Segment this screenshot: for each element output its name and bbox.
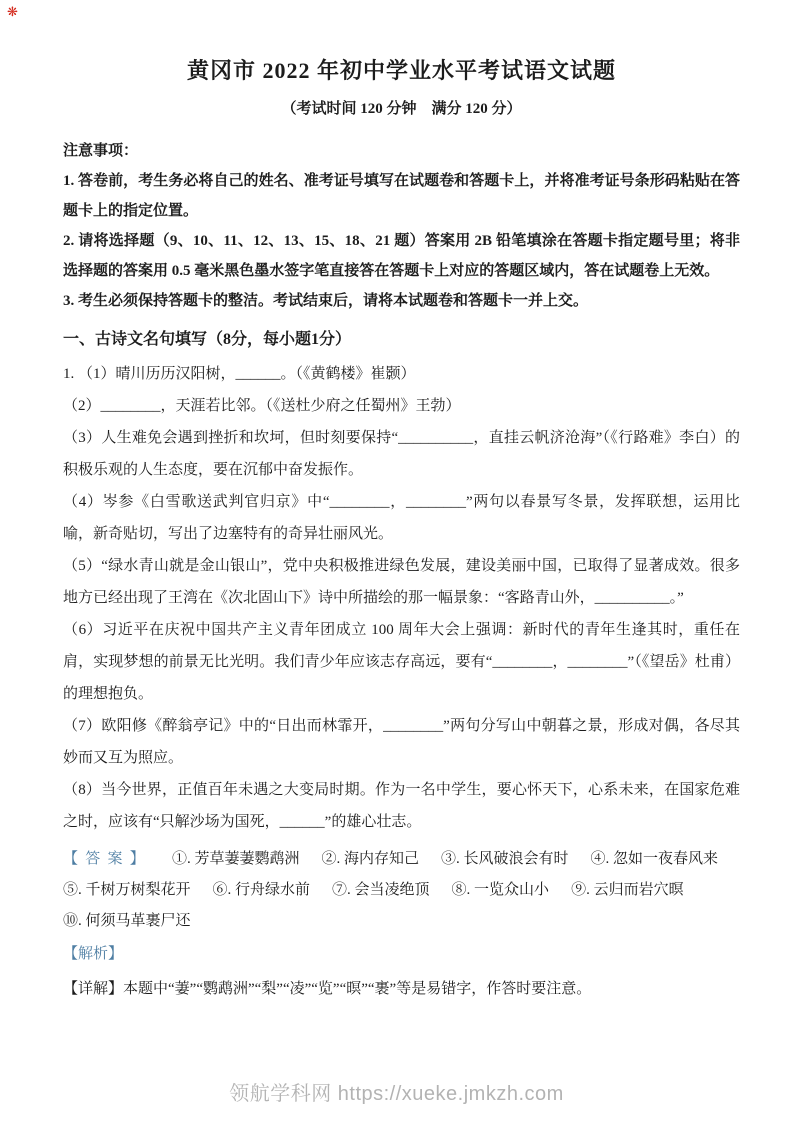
answer-item: ⑦. 会当凌绝顶 xyxy=(332,882,430,898)
question-item: （2）________，天涯若比邻。（《送杜少府之任蜀州》王勃） xyxy=(63,398,461,414)
answer-item: ①. 芳草萋萋鹦鹉洲 xyxy=(171,851,300,867)
question-item: （6）习近平在庆祝中国共产主义青年团成立 100 周年大会上强调：新时代的青年生逢其时，重任在肩，实现梦想的前景无比光明。我们青少年应该志存高远，要有“________，________”（《望岳》杜甫）的理想抱负。 xyxy=(63,622,740,702)
answer-item: ⑨. 云归而岩穴暝 xyxy=(571,882,684,898)
site-watermark: 领航学科网 https://xueke.jmkzh.com xyxy=(229,1083,564,1105)
answer-items xyxy=(63,851,740,929)
red-seal-icon: ❋ xyxy=(7,5,18,20)
question-item: （3）人生难免会遇到挫折和坎坷，但时刻要保持“__________，直挂云帆济沧海”（《行路难》李白）的积极乐观的人生态度，要在沉郁中奋发振作。 xyxy=(63,430,740,478)
notice-heading: 注意事项： xyxy=(63,143,139,159)
analysis-block xyxy=(63,939,740,970)
answer-item: ⑩. 何须马革裹尸还 xyxy=(63,913,191,929)
answer-item: ③. 长风破浪会有时 xyxy=(440,851,569,867)
notice-item: 2. 请将选择题（9、10、11、12、13、15、18、21 题）答案用 2B 铅笔填涂在答题卡指定题号里；将非选择题的答案用 0.5 毫米黑色墨水签字笔直接答在答题卡上对应的答题区域内，答在试题卷上无效。 xyxy=(63,233,740,279)
answer-item: ⑧. 一览众山小 xyxy=(451,882,550,898)
detail-explanation: 【详解】本题中“萋”“鹦鹉洲”“梨”“凌”“览”“暝”“裹”等是易错字，作答时要注意。 xyxy=(63,981,592,997)
analysis-tag: 【解析】 xyxy=(63,946,124,962)
answer-block xyxy=(63,844,740,937)
notice-item: 1. 答卷前，考生务必将自己的姓名、准考证号填写在试题卷和答题卡上，并将准考证号条形码粘贴在答题卡上的指定位置。 xyxy=(63,173,740,219)
notice-item: 3. 考生必须保持答题卡的整洁。考试结束后，请将本试题卷和答题卡一并上交。 xyxy=(63,293,589,309)
question-item: （8）当今世界，正值百年未遇之大变局时期。作为一名中学生，要心怀天下，心系未来，在国家危难之时，应该有“只解沙场为国死，______”的雄心壮志。 xyxy=(63,782,740,830)
answer-tag: 【答案】 xyxy=(63,851,152,867)
page-title: 黄冈市 2022 年初中学业水平考试语文试题 xyxy=(186,58,616,83)
notice-block xyxy=(63,136,740,316)
answer-item: ⑤. 千树万树梨花开 xyxy=(63,882,191,898)
exam-time-score-subtitle: （考试时间 120 分钟 满分 120 分） xyxy=(281,101,522,117)
question-item: （4）岑参《白雪歌送武判官归京》中“________，________”两句以春景写冬景，发挥联想，运用比喻，新奇贴切，写出了边塞特有的奇异壮丽风光。 xyxy=(63,494,740,542)
answer-item: ②. 海内存知己 xyxy=(321,851,419,867)
question-item: 1. （1）晴川历历汉阳树，______。（《黄鹤楼》崔颢） xyxy=(63,366,416,382)
section-one-heading: 一、古诗文名句填写（8分，每小题1分） xyxy=(63,331,352,348)
question-item: （5）“绿水青山就是金山银山”，党中央积极推进绿色发展，建设美丽中国，已取得了显著成效。很多地方已经出现了王湾在《次北固山下》诗中所描绘的那一幅景象：“客路青山外，__________。” xyxy=(63,558,740,606)
answer-item: ④. 忽如一夜春风来 xyxy=(590,851,718,867)
question-list xyxy=(63,358,740,838)
question-item: （7）欧阳修《醉翁亭记》中的“日出而林霏开，________”两句分写山中朝暮之景，形成对偶，各尽其妙而又互为照应。 xyxy=(63,718,740,766)
answer-item: ⑥. 行舟绿水前 xyxy=(212,882,311,898)
notice-items xyxy=(63,166,740,316)
